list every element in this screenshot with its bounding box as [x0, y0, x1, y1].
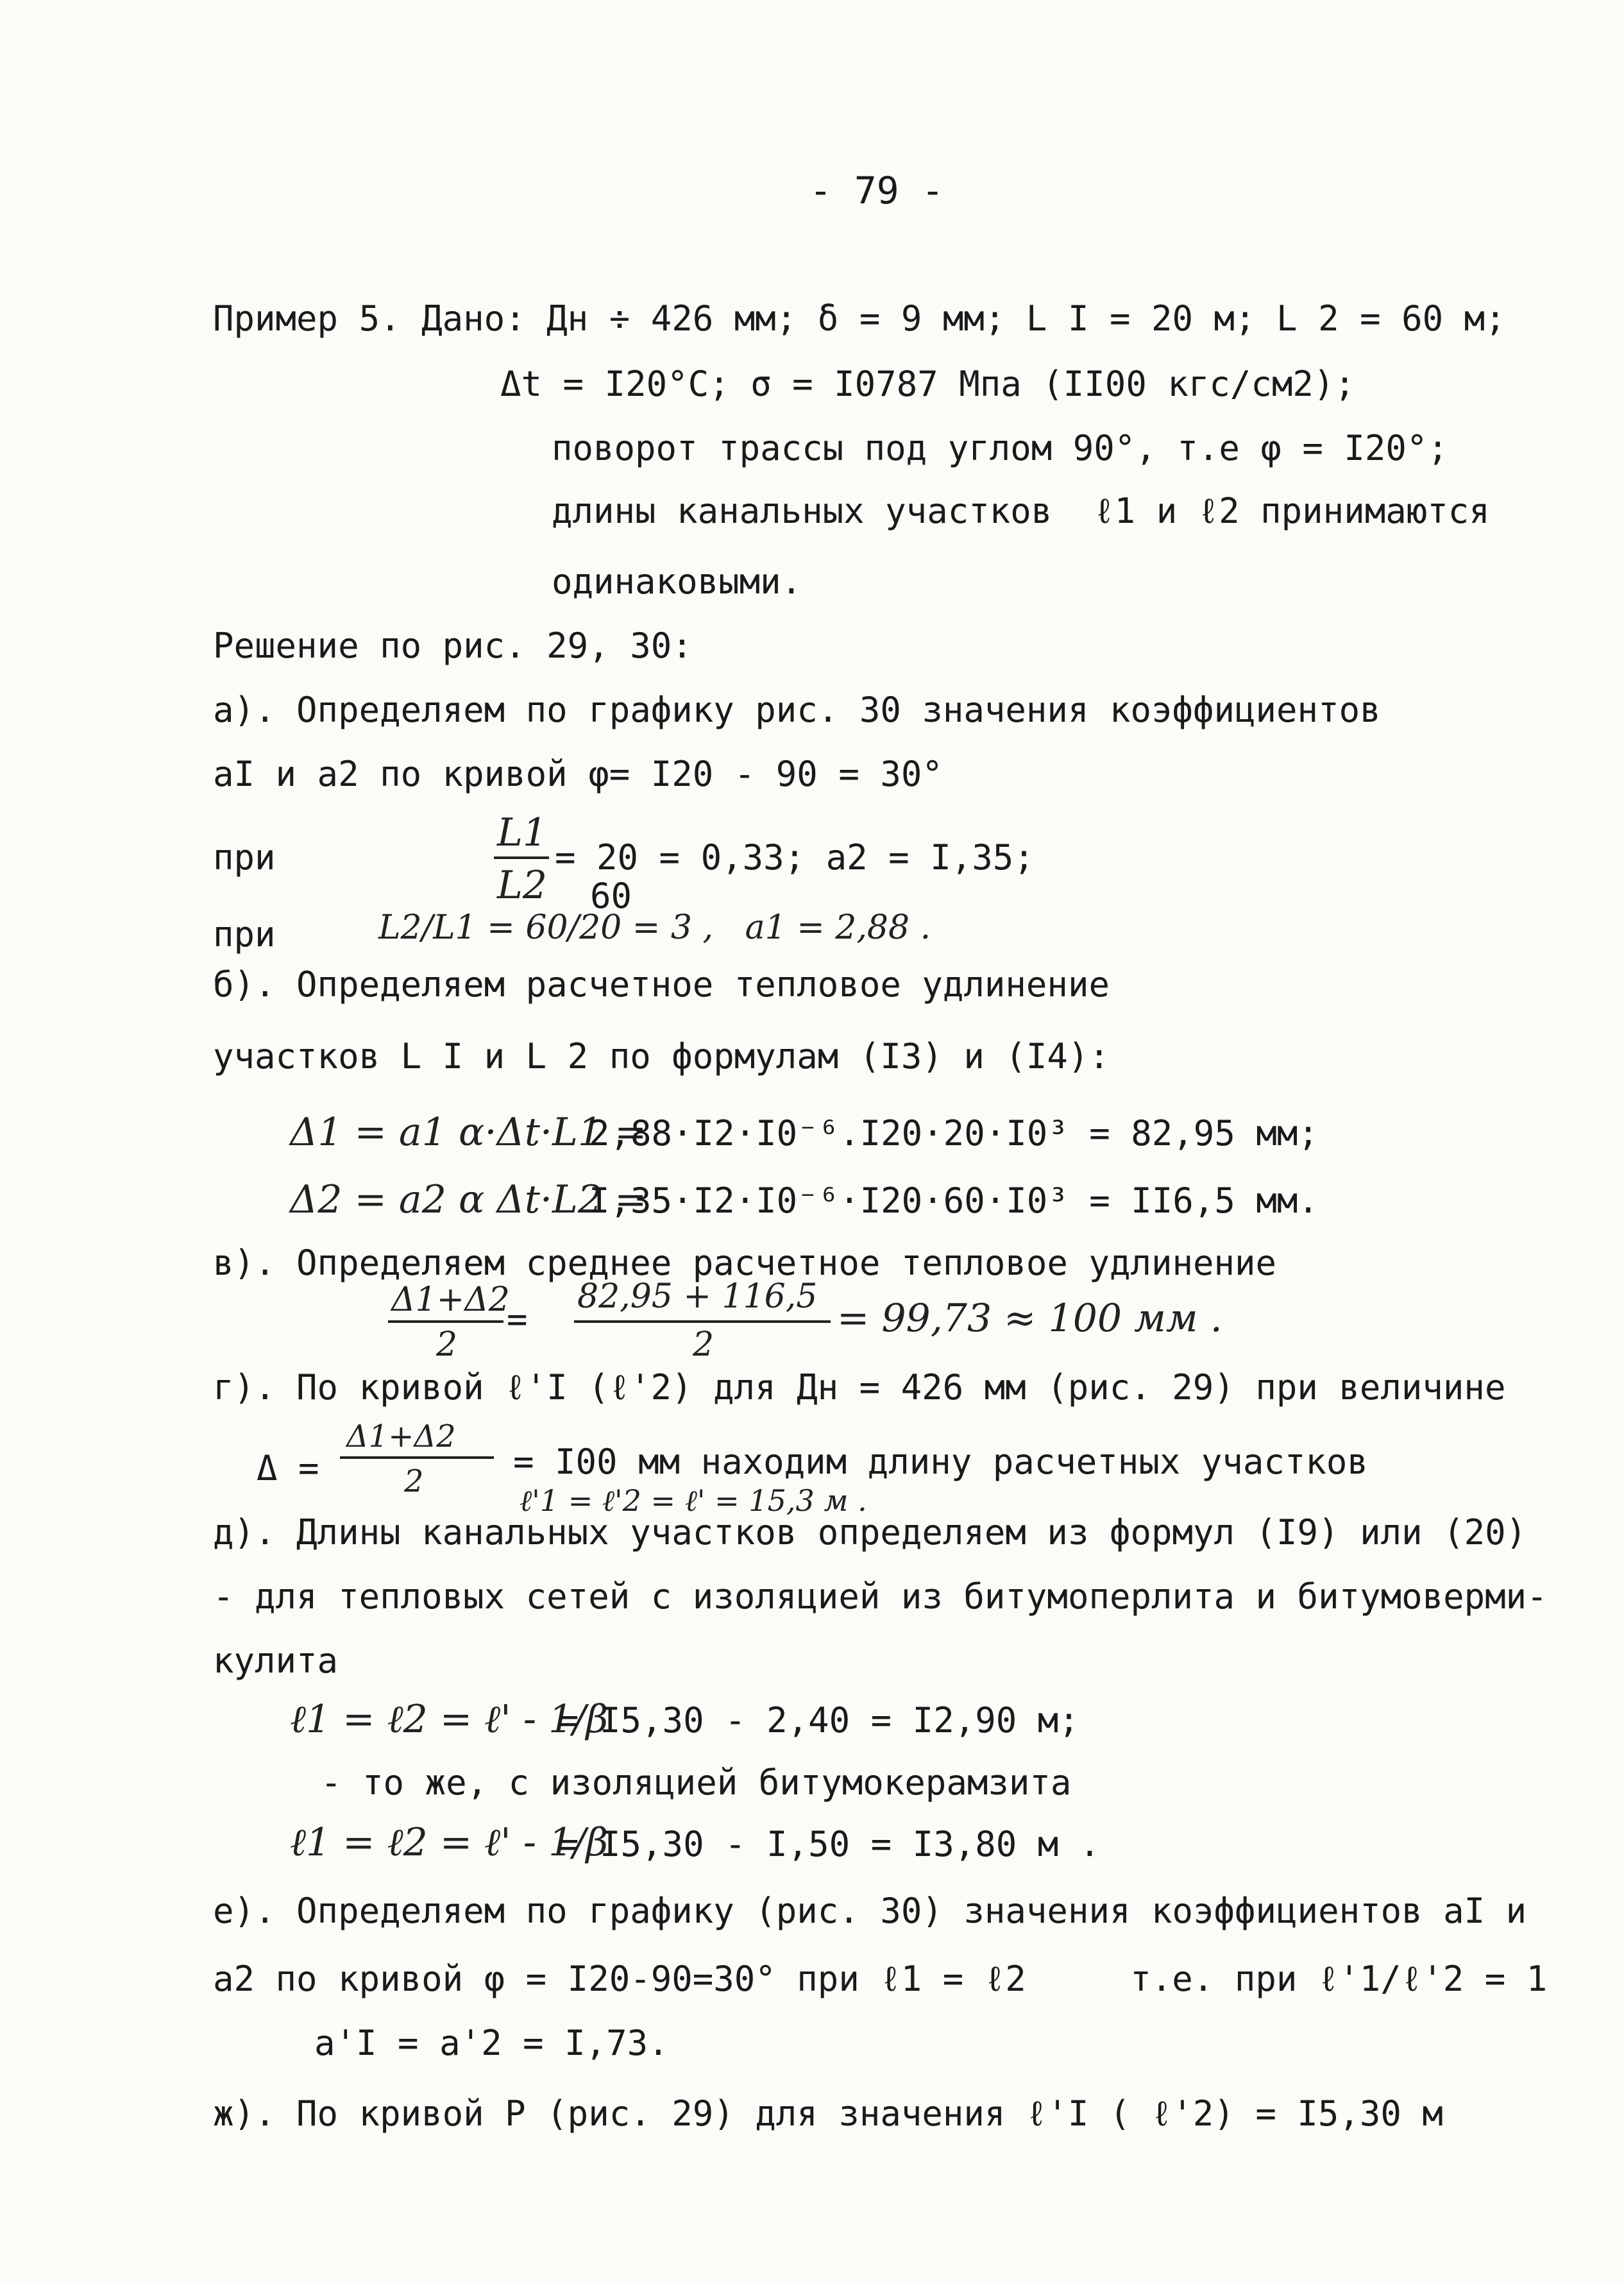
step-d-line-5: - то же, с изоляцией битумокерамзита: [321, 1762, 1072, 1803]
handwritten-ratio: L2/L1 = 60/20 = 3 , a1 = 2,88 .: [378, 908, 931, 947]
step-v-line-1: в). Определяем среднее расчетное тепловое удлинение: [213, 1243, 1277, 1283]
sum-denominator: 2: [693, 1325, 715, 1364]
delta-1-value: 2,88·I2·I0⁻⁶.I20·20·I0³ = 82,95 мм;: [589, 1113, 1319, 1154]
page-number: - 79 -: [809, 169, 944, 212]
step-a-ratio: = 20 = 0,33; a2 = I,35;: [555, 837, 1035, 878]
step-d-line-1: д). Длины канальных участков определяем из формул (I9) или (20): [213, 1512, 1527, 1553]
handwritten-delta-1: Δ1 = a1 α·Δt·L1 =: [290, 1110, 647, 1155]
step-g-line-1: г). По кривой ℓ'I (ℓ'2) для Дн = 426 мм (рис. 29) при величине: [213, 1367, 1506, 1408]
step-d-line-3: кулита: [213, 1640, 339, 1681]
step-e-line-2: a2 по кривой φ = I20-90=30° при ℓ1 = ℓ2 т.е. при ℓ'1/ℓ'2 = 1: [213, 1959, 1548, 1999]
equals-sign: =: [507, 1299, 528, 1340]
step-e-line-3: a'I = a'2 = I,73.: [314, 2023, 669, 2063]
step-a-line-1: а). Определяем по графику рис. 30 значения коэффициентов: [213, 690, 1381, 730]
step-a-line-2: aI и a2 по кривой φ= I20 - 90 = 30°: [213, 754, 943, 794]
mean-fraction-denominator: 2: [436, 1325, 458, 1364]
step-a-ratio-den: 60: [590, 876, 632, 916]
example-line-1: Пример 5. Дано: Дн ÷ 426 мм; δ = 9 мм; L I = 20 м; L 2 = 60 м;: [213, 298, 1506, 339]
step-d-line-2: - для тепловых сетей с изоляцией из битумоперлита и битумоверми-: [213, 1576, 1548, 1617]
step-a-label-1: при: [213, 837, 276, 878]
example-line-3: поворот трассы под углом 90°, т.е φ = I20°;: [552, 428, 1448, 468]
delta-fraction-numerator: Δ1+Δ2: [346, 1418, 456, 1454]
example-line-5: одинаковыми.: [552, 561, 802, 602]
handwritten-formula-2: ℓ1 = ℓ2 = ℓ' - 1/β: [290, 1820, 609, 1865]
channel-length-2: = I5,30 - I,50 = I3,80 м .: [558, 1824, 1101, 1864]
delta-2-value: I,35·I2·I0⁻⁶·I20·60·I0³ = II6,5 мм.: [589, 1180, 1319, 1221]
step-e-line-1: е). Определяем по графику (рис. 30) значения коэффициентов aI и: [213, 1891, 1527, 1931]
example-line-2: Δt = I20°C; σ = I0787 Мпа (II00 кгс/см2);: [500, 364, 1355, 404]
step-b-line-2: участков L I и L 2 по формулам (I3) и (I4):: [213, 1036, 1110, 1077]
step-b-line-1: б). Определяем расчетное тепловое удлинение: [213, 964, 1110, 1005]
fraction-numerator: L1: [497, 810, 548, 855]
fraction-denominator: L2: [497, 863, 548, 908]
step-zh-line-1: ж). По кривой Р (рис. 29) для значения ℓ'I ( ℓ'2) = I5,30 м: [213, 2093, 1443, 2134]
delta-fraction-bar: [340, 1456, 494, 1459]
fraction-bar: [494, 856, 549, 859]
step-g-line-2: = I00 мм находим длину расчетных участков: [513, 1442, 1368, 1482]
handwritten-delta-2: Δ2 = a2 α Δt·L2 =: [290, 1177, 647, 1222]
channel-length-1: = I5,30 - 2,40 = I2,90 м;: [558, 1700, 1079, 1741]
mean-result: = 99,73 ≈ 100 мм .: [837, 1296, 1222, 1341]
step-a-label-2: при: [213, 914, 276, 955]
handwritten-formula-1: ℓ1 = ℓ2 = ℓ' - 1/β: [290, 1697, 609, 1742]
mean-fraction-bar: [388, 1320, 503, 1323]
handwritten-design-length: ℓ'1 = ℓ'2 = ℓ' = 15,3 м .: [520, 1483, 867, 1518]
delta-fraction-denominator: 2: [404, 1463, 424, 1499]
sum-numerator: 82,95 + 116,5: [577, 1277, 818, 1316]
solution-title: Решение по рис. 29, 30:: [213, 626, 693, 666]
mean-fraction-numerator: Δ1+Δ2: [391, 1281, 510, 1319]
sum-fraction-bar: [574, 1320, 831, 1323]
example-line-4: длины канальных участков ℓ1 и ℓ2 принимаются: [552, 491, 1490, 531]
delta-symbol: Δ =: [257, 1448, 319, 1488]
